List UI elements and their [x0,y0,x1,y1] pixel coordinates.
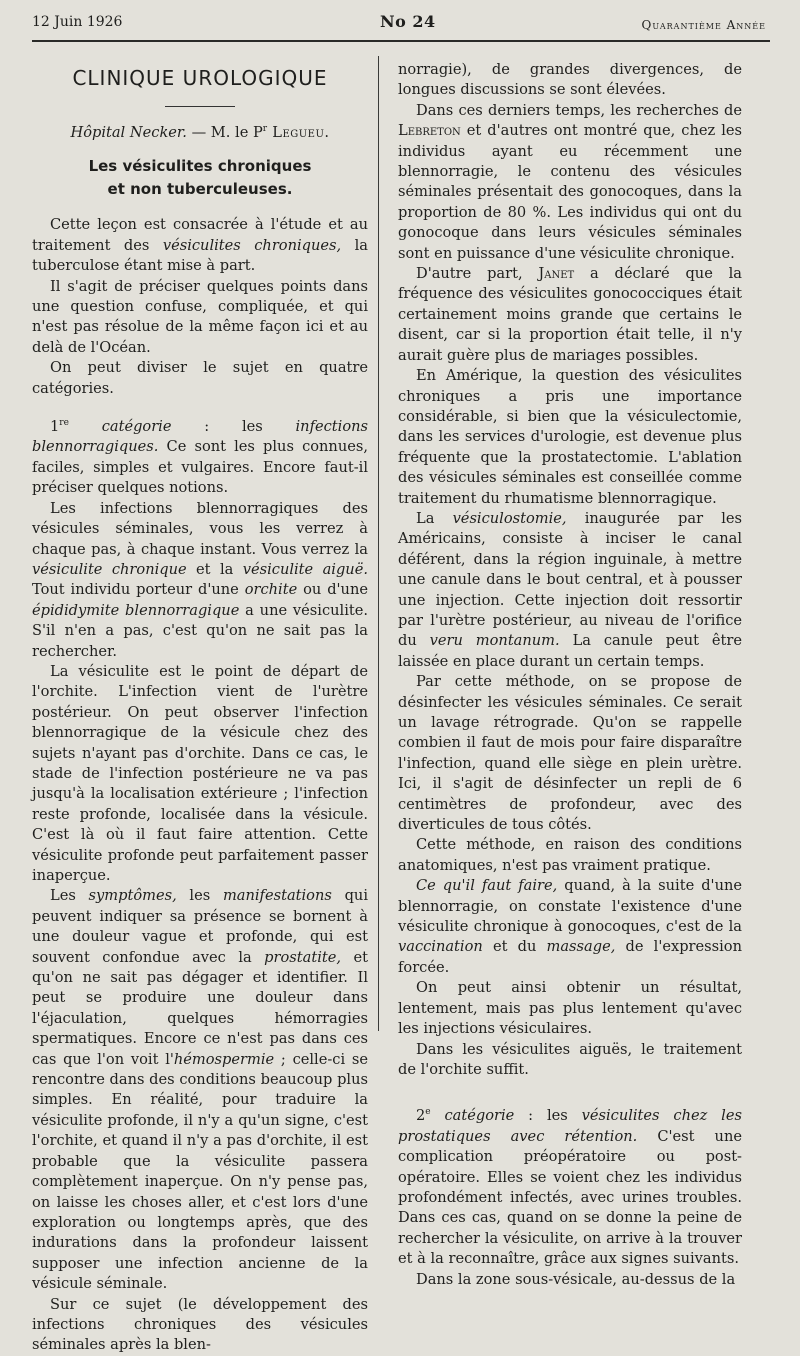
paragraph: Ce qu'il faut faire, quand, à la suite d'une blennorragie, on constate l'existence d'une vésiculite chronique à gonocoques, c'est de la vaccination et du massage, de l'expression forcée. [398,877,742,976]
paragraph: On peut ainsi obtenir un résultat, lentement, mais pas plus lentement qu'avec les injections vésiculaires. [398,979,742,1038]
lecture-byline: Hôpital Necker. — M. le $P^r$ Legueu. [70,124,330,141]
issue-number: No 24 [380,12,436,31]
paragraph: norragie), de grandes divergences, de longues discussions se sont élevées. [398,61,742,99]
paragraph: Sur ce sujet (le développement des infections chroniques des vésicules séminales après la blen- [32,1295,368,1354]
category-1-paragraph: 1re catégorie : les infections blennorragiques. Ce sont les plus connues, faciles, simples et vulgaires. Encore faut-il préciser quelques notions. [32,418,368,497]
hospital-name: Hôpital Necker. [70,124,187,141]
paragraph: Cette leçon est consacrée à l'étude et au traitement des vésiculites chroniques, la tuberculose étant mise à part. [32,216,368,275]
paragraph: Dans ces derniers temps, les recherches de Lebreton et d'autres ont montré que, chez les individus ayant eu récemment une blennorragie, le contenu des vésicules séminales présentait des gonocoques, dans la proportion de 80 %. Les individus qui ont du gonocoque dans leurs vésicules séminales sont en puissance d'une vésiculite chronique. [398,101,742,262]
category-2-paragraph: 2e catégorie : les vésiculites chez les prostatiques avec rétention. C'est une complication préopératoire ou post-opératoire. Elles se voient chez les individus profondément infectés, avec urines troubles. Dans ces cas, quand on se donne la peine de rechercher la vésiculite, on arrive à la trouver et à la reconnaître, grâce aux signes suivants. [398,1107,742,1268]
volume-year: Quarantième Année [641,18,766,32]
paragraph: Les symptômes, les manifestations qui peuvent indiquer sa présence se bornent à une douleur vague et profonde, qui est souvent confondue avec la prostatite, et qu'on ne sait pas dégager et identifier. Il peut se produire une douleur dans l'éjaculation, quelques hémorragies spermatiques. Encore ce n'est pas dans ces cas que l'on voit l'hémospermie ; celle-ci se rencontre dans des conditions beaucoup plus simples. En réalité, pour traduire la vésiculite profonde, il n'y a qu'un signe, c'est l'orchite, et quand il n'y a pas d'orchite, il est probable que la vésiculite passera complètement inaperçue. On n'y pense pas, on laisse les choses aller, et c'est lors d'une exploration ou longtemps après, que des indurations dans la profondeur laissent supposer une infection ancienne de la vésicule séminale. [32,887,369,1293]
issue-date: 12 Juin 1926 [32,14,123,30]
professor-name: Legueu. [267,124,330,141]
paragraph: Dans les vésiculites aiguës, le traitement de l'orchite suffit. [398,1040,742,1078]
paragraph: Les infections blennorragiques des vésicules séminales, vous les verrez à chaque pas, à chaque instant. Vous verrez la vésiculite chronique et la vésiculite aiguë. Tout individu porteur d'une orchite ou d'une épididymite blennorragique a une vésiculite. S'il n'en a pas, c'est qu'on ne sait pas la rechercher. [32,499,368,660]
paragraph: Par cette méthode, on se propose de désinfecter les vésicules séminales. Ce serait un lavage rétrograde. Qu'on se rappelle combien il faut de mois pour faire disparaître l'infection, quand elle siège en plein urètre. Ici, il s'agit de désinfecter un repli de 6 centimètres de profondeur, avec des diverticules de tous côtés. [398,673,742,834]
column-divider [378,56,379,1031]
paragraph: La vésiculostomie, inaugurée par les Américains, consiste à inciser le canal déférent, dans la région inguinale, à mettre une canule dans le bout central, et à pousser une injection. Cette injection doit ressortir par l'urètre postérieur, au niveau de l'orifice du veru montanum. La canule peut être laissée en place durant un certain temps. [398,509,743,670]
section-title: CLINIQUE UROLOGIQUE [72,66,328,90]
title-rule [165,106,235,107]
paragraph: En Amérique, la question des vésiculites chroniques a pris une importance considérable, si bien que la vésiculectomie, dans les services d'urologie, est devenue plus fréquente que la prostatectomie. L'ablation des vésicules séminales est conseillée comme traitement du rhumatisme blennorragique. [398,367,742,507]
page-header [32,12,770,40]
paragraph: Dans la zone sous-vésicale, au-dessus de la [416,1270,736,1288]
header-rule [32,40,770,42]
left-column [32,60,368,1356]
paragraph: D'autre part, Janet a déclaré que la fréquence des vésiculites gonococciques était certainement moins grande que certains le disent, car si la proportion était telle, il n'y aurait guère plus de mariages possibles. [398,265,742,364]
paragraph: On peut diviser le sujet en quatre catégories. [32,359,368,397]
article-subtitle: Les vésiculites chroniques et non tuberculeuses. [88,157,312,199]
right-column [398,60,742,1290]
paragraph: La vésiculite est le point de départ de l'orchite. L'infection vient de l'urètre postérieur. On peut observer l'infection blennorragique de la vésicule chez des sujets n'ayant pas d'orchite. Dans ce cas, le stade de l'infection postérieure ne va pas jusqu'à la localisation extérieure ; l'infection reste profonde, localisée dans la vésicule. C'est là où il faut faire attention. Cette vésiculite profonde peut parfaitement passer inaperçue. [32,662,368,884]
paragraph: Cette méthode, en raison des conditions anatomiques, n'est pas vraiment pratique. [398,836,742,874]
paragraph: Il s'agit de préciser quelques points dans une question confuse, compliquée, et qui n'est pas résolue de la même façon ici et au delà de l'Océan. [32,277,368,356]
